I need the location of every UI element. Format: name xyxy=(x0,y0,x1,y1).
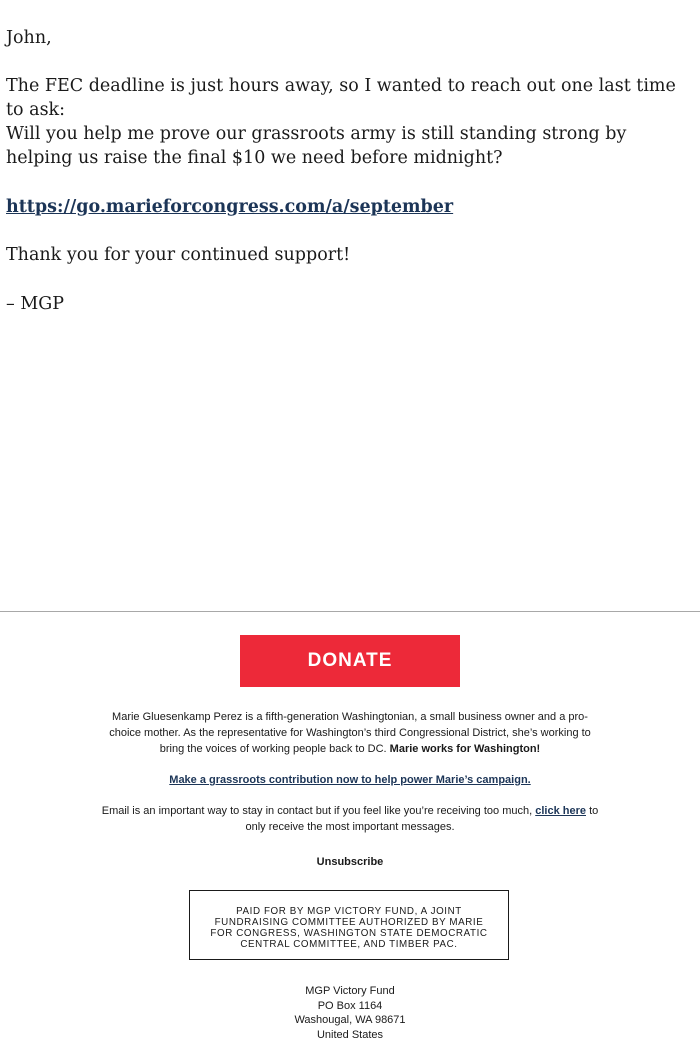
signature: – MGP xyxy=(6,294,64,314)
footer-divider xyxy=(0,611,700,612)
donate-button[interactable]: DONATE xyxy=(240,635,460,687)
bio-tagline: Marie works for Washington! xyxy=(389,743,541,755)
email-preferences-note xyxy=(95,803,605,835)
email-note-text: Email is an important way to stay in contact but if you feel like you’re receiving too much, xyxy=(101,805,533,817)
bio-text: Marie Gluesenkamp Perez is a fifth-generation Washingtonian, a small business owner and a pro-choice mother. As the representative for Washington’s third Congressional District, she’s working to bring the voices of working people back to DC. xyxy=(109,711,591,755)
email-note-text-end: to only receive the most important messages. xyxy=(245,805,599,833)
paragraph-ask: Will you help me prove our grassroots army is still standing strong by helping us raise the final $10 we need before midnight? xyxy=(6,124,627,168)
paid-for-disclaimer: PAID FOR BY MGP VICTORY FUND, A JOINT FUNDRAISING COMMITTEE AUTHORIZED BY MARIE FOR CONGRESS, WASHINGTON STATE DEMOCRATIC CENTRAL COMMITTEE, AND TIMBER PAC. xyxy=(189,890,509,960)
address-city: Washougal, WA 98671 xyxy=(294,1014,406,1027)
address-name: MGP Victory Fund xyxy=(305,985,395,997)
greeting: John, xyxy=(6,28,52,48)
mailing-address xyxy=(0,984,700,1042)
unsubscribe-link[interactable]: Unsubscribe xyxy=(316,856,384,868)
address-country: United States xyxy=(316,1028,384,1041)
donation-url-link[interactable]: https://go.marieforcongress.com/a/september xyxy=(6,197,454,217)
paragraph-thanks: Thank you for your continued support! xyxy=(6,245,351,265)
paragraph-deadline: The FEC deadline is just hours away, so I wanted to reach out one last time to ask: xyxy=(6,76,676,120)
contribution-link[interactable]: Make a grassroots contribution now to help power Marie’s campaign. xyxy=(169,774,531,786)
contribution-line xyxy=(0,772,700,788)
email-preferences-link[interactable]: click here xyxy=(535,805,586,817)
address-po-box: PO Box 1164 xyxy=(317,999,383,1012)
unsubscribe-line xyxy=(0,854,700,870)
candidate-bio xyxy=(100,709,600,757)
link-paragraph xyxy=(6,195,453,219)
